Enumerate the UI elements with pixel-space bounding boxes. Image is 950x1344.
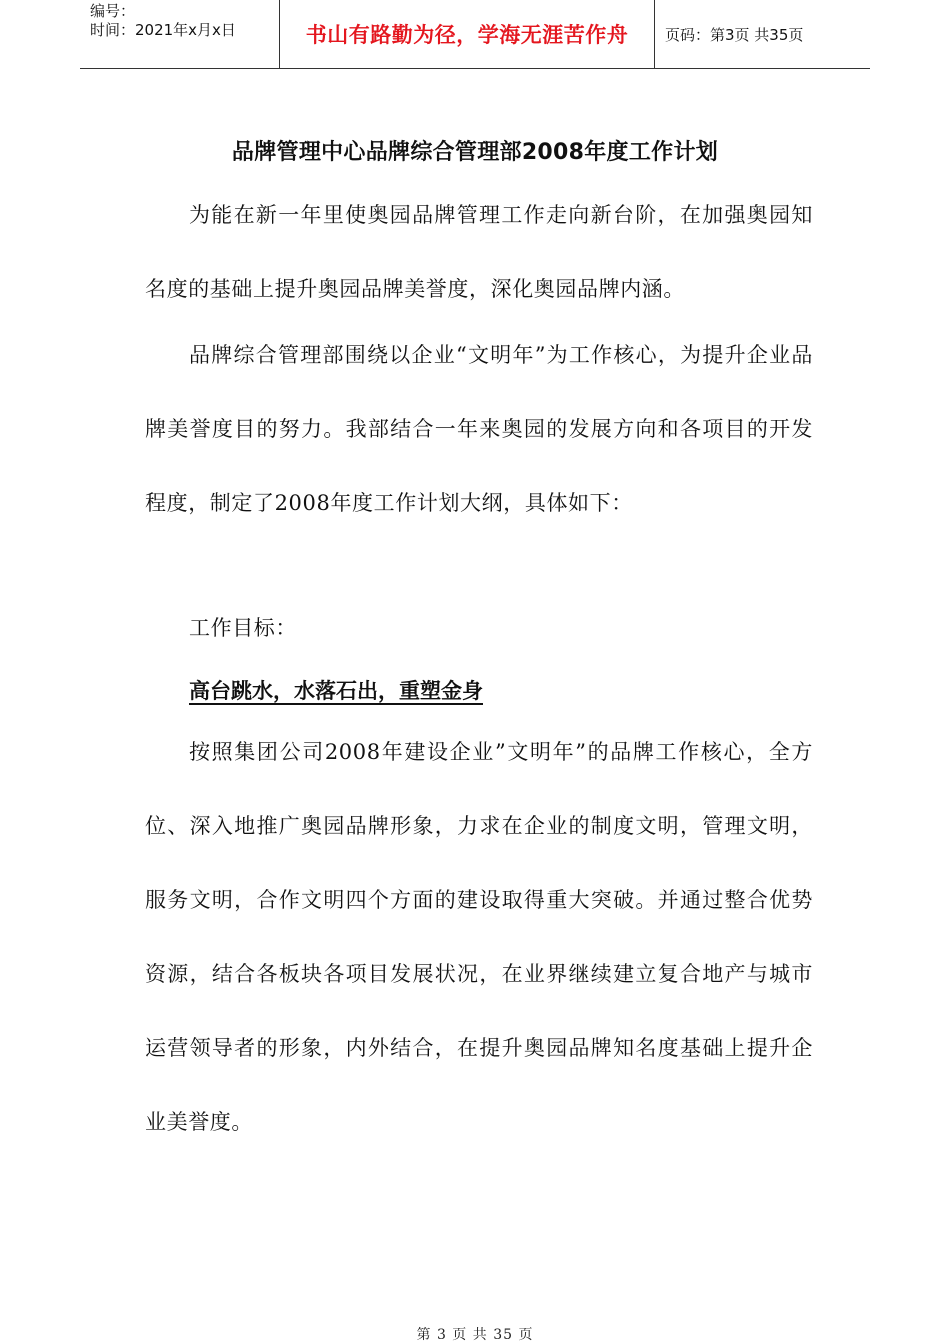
header-page-info: 页码：第3页 共35页 bbox=[665, 25, 804, 44]
paragraph-goal-detail: 按照集团公司2008年建设企业”文明年”的品牌工作核心，全方位、深入地推广奥园品牌形象，力求在企业的制度文明，管理文明，服务文明，合作文明四个方面的建设取得重大突破。并通过整合优势资源，结合各板块各项目发展状况，在业界继续建立复合地产与城市运营领导者的形象，内外结合，在提升奥园品牌知名度基础上提升企业美誉度。 bbox=[145, 740, 813, 1134]
header-meta bbox=[80, 0, 280, 68]
paragraph-intro: 为能在新一年里使奥园品牌管理工作走向新台阶，在加强奥园知名度的基础上提升奥园品牌美誉度，深化奥园品牌内涵。 bbox=[145, 203, 813, 301]
page-header bbox=[80, 0, 870, 69]
document-time-label: 时间：2021年x月x日 bbox=[90, 21, 236, 39]
paragraph-core: 品牌综合管理部围绕以企业“文明年”为工作核心，为提升企业品牌美誉度目的努力。我部结合一年来奥园的发展方向和各项目的开发程度，制定了2008年度工作计划大纲，具体如下： bbox=[145, 343, 813, 515]
document-title: 品牌管理中心品牌综合管理部2008年度工作计划 bbox=[231, 140, 719, 165]
goal-label: 工作目标： bbox=[189, 616, 297, 640]
header-motto: 书山有路勤为径，学海无涯苦作舟 bbox=[280, 0, 655, 68]
document-number-label: 编号： bbox=[90, 2, 136, 20]
goal-heading: 高台跳水，水落石出，重塑金身 bbox=[189, 679, 483, 703]
page-footer: 第 3 页 共 35 页 bbox=[416, 1327, 534, 1343]
